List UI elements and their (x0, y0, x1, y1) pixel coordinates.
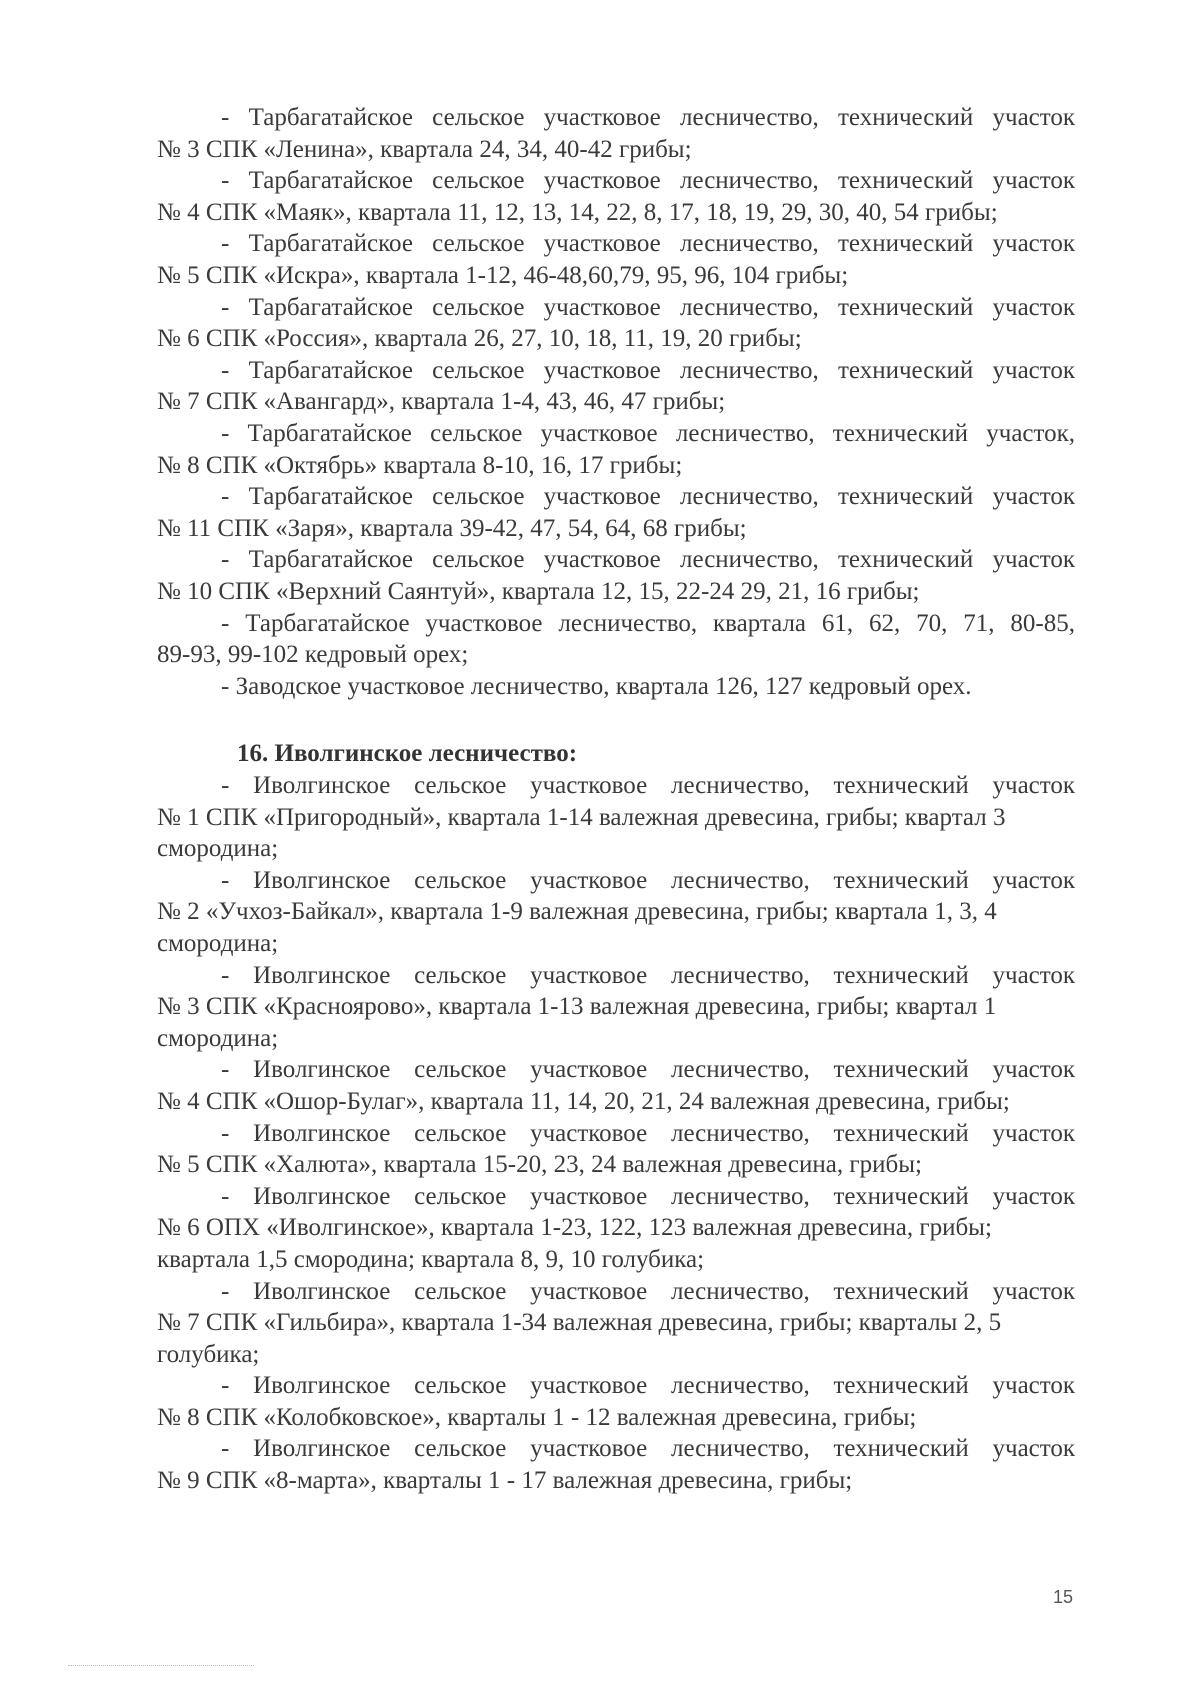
paragraph-first-line: - Тарбагатайское участковое лесничество, квартала 61, 62, 70, 71, 80-85, (221, 609, 1075, 637)
paragraph-first-line: - Тарбагатайское сельское участковое лесничество, технический участок (221, 483, 1075, 511)
paragraph-continuation: № 3 СПК «Красноярово», квартала 1-13 валежная древесина, грибы; квартал 1 смородина; (157, 993, 997, 1052)
paragraph-first-line: - Иволгинское сельское участковое лесничество, технический участок (221, 1372, 1075, 1400)
paragraph (157, 1433, 1075, 1496)
paragraph-first-line: - Иволгинское сельское участковое лесничество, технический участок (221, 866, 1075, 894)
paragraph-first-line: - Тарбагатайское сельское участковое лесничество, технический участок, (221, 419, 1075, 447)
paragraph-continuation: № 5 СПК «Искра», квартала 1-12, 46-48,60,79, 95, 96, 104 грибы; (157, 261, 849, 289)
paragraph-first-line: - Тарбагатайское сельское участковое лесничество, технический участок (221, 546, 1075, 574)
paragraph-first-line: - Тарбагатайское сельское участковое лесничество, технический участок (221, 167, 1075, 195)
bottom-paragraph-list (157, 770, 1075, 1497)
paragraph (157, 292, 1075, 355)
paragraph-first-line: - Тарбагатайское сельское участковое лесничество, технический участок (221, 104, 1075, 131)
paragraph-continuation: № 8 СПК «Октябрь» квартала 8-10, 16, 17 грибы; (157, 451, 683, 479)
paragraph (157, 544, 1075, 607)
paragraph-continuation: № 4 СПК «Маяк», квартала 11, 12, 13, 14, 22, 8, 17, 18, 19, 29, 30, 40, 54 грибы; (157, 198, 998, 226)
paragraph (157, 770, 1075, 865)
paragraph (157, 1054, 1075, 1117)
paragraph-continuation: № 7 СПК «Гильбира», квартала 1-34 валежная древесина, грибы; кварталы 2, 5 голубика; (157, 1309, 1002, 1368)
paragraph (157, 418, 1075, 481)
page-number: 15 (1052, 1587, 1073, 1607)
paragraph (157, 1370, 1075, 1433)
paragraph-continuation: № 6 ОПХ «Иволгинское», квартала 1-23, 122, 123 валежная древесина, грибы; квартала 1,5 смородина; квартала 8, 9, 10 голубика; (157, 1214, 992, 1273)
paragraph-first-line: - Тарбагатайское сельское участковое лесничество, технический участок (221, 356, 1075, 384)
paragraph-continuation: 89-93, 99-102 кедровый орех; (157, 641, 469, 669)
paragraph (157, 481, 1075, 544)
paragraph-continuation: № 5 СПК «Халюта», квартала 15-20, 23, 24 валежная древесина, грибы; (157, 1151, 922, 1179)
section-heading: 16. Иволгинское лесничество: (237, 740, 578, 767)
paragraph (157, 960, 1075, 1055)
paragraph-continuation: № 9 СПК «8-марта», кварталы 1 - 17 валежная древесина, грибы; (157, 1467, 853, 1495)
paragraph-continuation: № 3 СПК «Ленина», квартала 24, 34, 40-42 грибы; (157, 135, 692, 163)
scan-artifact-line (68, 1665, 254, 1666)
paragraph-continuation: № 7 СПК «Авангард», квартала 1-4, 43, 46, 47 грибы; (157, 388, 726, 416)
paragraph-continuation: № 11 СПК «Заря», квартала 39-42, 47, 54, 64, 68 грибы; (157, 514, 747, 542)
paragraph-continuation: № 8 СПК «Колобковское», кварталы 1 - 12 валежная древесина, грибы; (157, 1403, 917, 1431)
top-paragraph-list (157, 102, 1075, 702)
paragraph (157, 608, 1075, 671)
paragraph-continuation: № 2 «Учхоз-Байкал», квартала 1-9 валежная древесина, грибы; квартала 1, 3, 4 смородина; (157, 898, 997, 957)
paragraph-first-line: - Иволгинское сельское участковое лесничество, технический участок (221, 1435, 1075, 1463)
paragraph-first-line: - Иволгинское сельское участковое лесничество, технический участок (221, 961, 1075, 989)
paragraph-continuation: № 10 СПК «Верхний Саянтуй», квартала 12, 15, 22-24 29, 21, 16 грибы; (157, 577, 920, 605)
paragraph (157, 1181, 1075, 1276)
paragraph-continuation: № 4 СПК «Ошор-Булаг», квартала 11, 14, 20, 21, 24 валежная древесина, грибы; (157, 1087, 1010, 1115)
paragraph (157, 102, 1075, 165)
paragraph-continuation: № 1 СПК «Пригородный», квартала 1-14 валежная древесина, грибы; квартал 3 смородина; (157, 803, 1006, 863)
paragraph-first-line: - Иволгинское сельское участковое лесничество, технический участок (221, 1056, 1075, 1084)
paragraph (157, 865, 1075, 960)
paragraph (157, 228, 1075, 291)
paragraph-first-line: - Иволгинское сельское участковое лесничество, технический участок (221, 1277, 1075, 1305)
paragraph-first-line: - Иволгинское сельское участковое лесничество, технический участок (221, 1182, 1075, 1210)
paragraph (157, 165, 1075, 228)
paragraph-first-line: - Заводское участковое лесничество, квартала 126, 127 кедровый орех. (221, 672, 972, 700)
paragraph (157, 1118, 1075, 1181)
paragraph-first-line: - Тарбагатайское сельское участковое лесничество, технический участок (221, 230, 1075, 258)
paragraph-first-line: - Тарбагатайское сельское участковое лесничество, технический участок (221, 293, 1075, 321)
paragraph-first-line: - Иволгинское сельское участковое лесничество, технический участок (221, 772, 1075, 799)
paragraph-first-line: - Иволгинское сельское участковое лесничество, технический участок (221, 1119, 1075, 1147)
paragraph (157, 355, 1075, 418)
paragraph (157, 671, 1075, 703)
paragraph-continuation: № 6 СПК «Россия», квартала 26, 27, 10, 18, 11, 19, 20 грибы; (157, 325, 802, 353)
paragraph (157, 1276, 1075, 1371)
